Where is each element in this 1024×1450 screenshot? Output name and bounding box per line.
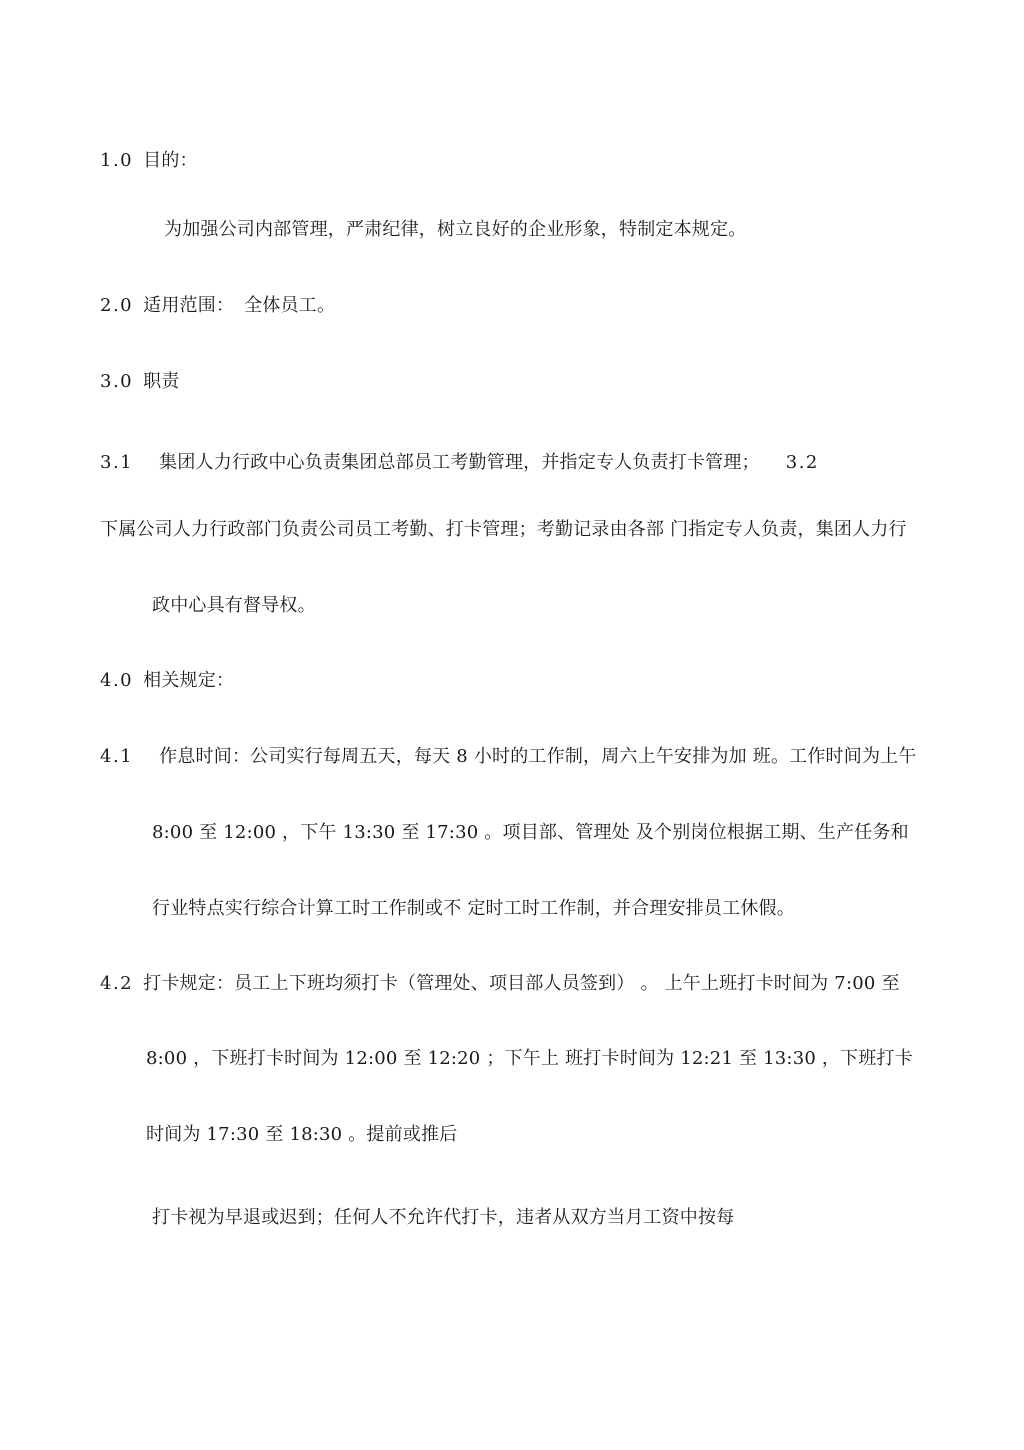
item-3-2-line1: 下属公司人力行政部门负责公司员工考勤、打卡管理；考勤记录由各部 门指定专人负责，集团人力行: [100, 519, 907, 540]
item-4-2-line2: 8:00 ，下班打卡时间为 12:00 至 12:20 ；下午上 班打卡时间为 12:21 至 13:30 ，下班打卡: [146, 1048, 913, 1069]
section-3-heading: [100, 370, 180, 394]
item-4-2-line4: 打卡视为早退或迟到；任何人不允许代打卡，违者从双方当月工资中按每: [152, 1207, 735, 1228]
section-number: 4.0: [100, 670, 134, 691]
item-text: 打卡规定：员工上下班均须打卡（管理处、项目部人员签到） 。 上午上班打卡时间为 7:00 至: [143, 973, 900, 994]
section-title: 职责: [143, 371, 180, 392]
item-4-2-line1: [100, 972, 900, 996]
section-title: 相关规定：: [143, 670, 235, 691]
section-number: 2.0: [100, 295, 134, 316]
section-2-heading: [100, 294, 335, 318]
section-title: 目的：: [143, 150, 198, 171]
section-number: 1.0: [100, 150, 134, 171]
item-number: 3.2: [785, 452, 819, 473]
item-4-1-line1: [100, 745, 917, 769]
item-3-2-line2: 政中心具有督导权。: [152, 595, 316, 616]
section-4-heading: [100, 669, 234, 693]
item-text: 作息时间：公司实行每周五天，每天 8 小时的工作制，周六上午安排为加 班。工作时间为上午: [159, 746, 917, 767]
section-number: 3.0: [100, 371, 134, 392]
section-1-body: 为加强公司内部管理，严肃纪律，树立良好的企业形象，特制定本规定。: [164, 219, 747, 240]
item-text: 集团人力行政中心负责集团总部员工考勤管理，并指定专人负责打卡管理；: [159, 452, 760, 473]
item-4-2-line3: 时间为 17:30 至 18:30 。提前或推后: [146, 1124, 458, 1145]
item-number: 4.2: [100, 973, 134, 994]
section-1-heading: [100, 149, 198, 173]
item-4-1-line2: 8:00 至 12:00 ，下午 13:30 至 17:30 。项目部、管理处 及个别岗位根据工期、生产任务和: [152, 822, 909, 843]
item-4-1-line3: 行业特点实行综合计算工时工作制或不 定时工时工作制，并合理安排员工休假。: [152, 898, 795, 919]
item-number: 3.1: [100, 452, 134, 473]
item-number: 4.1: [100, 746, 134, 767]
section-body: 全体员工。: [244, 295, 336, 316]
section-title: 适用范围：: [143, 295, 235, 316]
item-3-1: [100, 451, 819, 475]
